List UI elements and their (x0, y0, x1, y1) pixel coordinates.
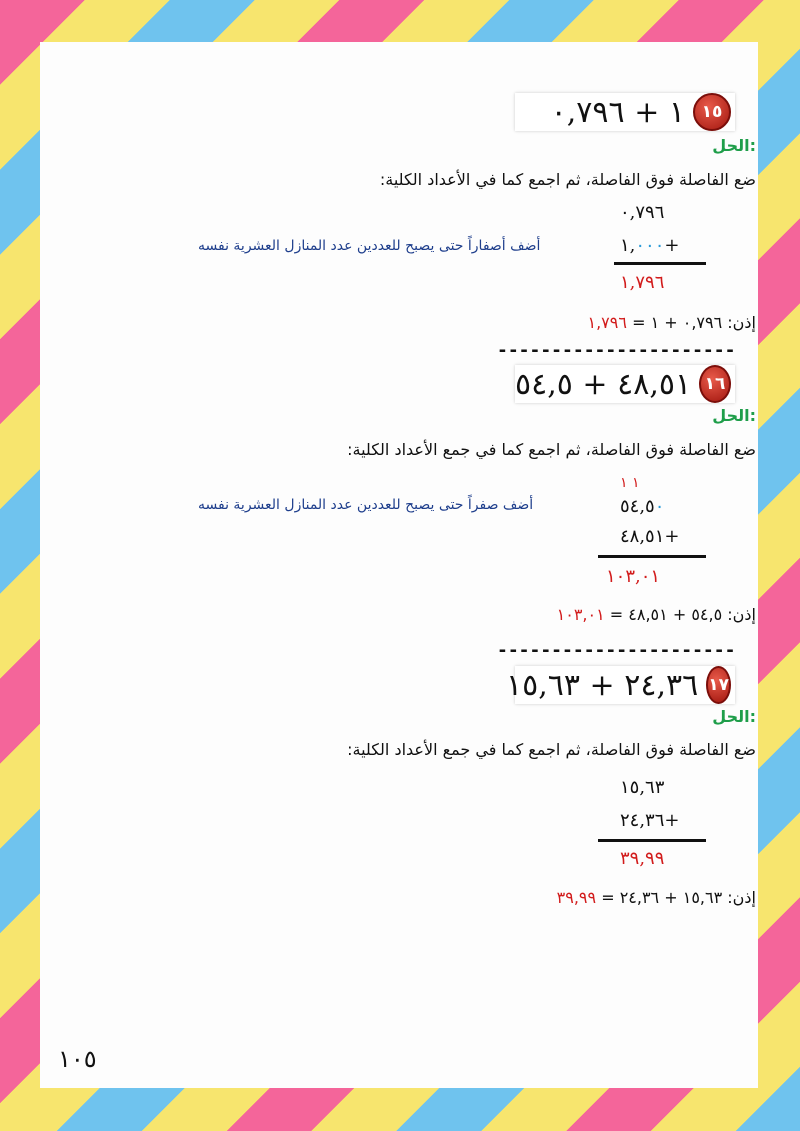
addend-row-1: ٥٤,٥٠ (620, 496, 665, 517)
problem-15-number-badge: ١٥ (693, 93, 731, 131)
problem-16-number-badge: ١٦ (699, 365, 731, 403)
sum-line (598, 839, 706, 842)
problem-17-number-badge: ١٧ (706, 666, 731, 704)
instruction-text: ضع الفاصلة فوق الفاصلة، ثم اجمع كما في جمع الأعداد الكلية: (347, 440, 756, 459)
answer-line: إذن: ٥٤,٥ + ٤٨,٥١ = ١٠٣,٠١ (556, 605, 756, 624)
problem-15-header (515, 93, 735, 131)
answer-line: إذن: ١٥,٦٣ + ٢٤,٣٦ = ٣٩,٩٩ (556, 888, 756, 907)
added-zeros: ٠٠٠ (635, 235, 665, 256)
added-zero: ٠ (654, 496, 665, 517)
problem-16-expression: ٤٨,٥١ + ٥٤,٥ (515, 366, 692, 402)
answer-value: ١٠٣,٠١ (556, 605, 605, 624)
sum-line (598, 555, 706, 558)
problem-17-expression: ٢٤,٣٦ + ١٥,٦٣ (506, 667, 699, 703)
problem-17-header (506, 666, 735, 704)
addend-row-2: ٤٨,٥١+ (620, 526, 680, 547)
instruction-text: ضع الفاصلة فوق الفاصلة، ثم اجمع كما في جمع الأعداد الكلية: (347, 740, 756, 759)
sum-result: ٣٩,٩٩ (620, 848, 665, 869)
page-number: ١٠٥ (58, 1045, 97, 1073)
answer-value: ٣٩,٩٩ (556, 888, 597, 907)
note-text: أضف صفراً حتى يصبح للعددين عدد المنازل العشرية نفسه (198, 497, 534, 513)
solution-label: الحل: (712, 136, 756, 155)
separator-line: ---------------------- (497, 340, 736, 361)
sum-result: ١,٧٩٦ (620, 272, 665, 293)
note-text: أضف أصفاراً حتى يصبح للعددين عدد المنازل العشرية نفسه (198, 238, 541, 254)
solution-label: الحل: (712, 406, 756, 425)
answer-value: ١,٧٩٦ (587, 313, 627, 332)
solution-label: الحل: (712, 707, 756, 726)
page-sheet (40, 42, 758, 1088)
separator-line: ---------------------- (497, 640, 736, 661)
problem-15-expression: ١ + ٠,٧٩٦ (550, 94, 685, 130)
carry-digits: ١ ١ (620, 475, 640, 491)
addend-row-2: ١,٠٠٠+ (620, 235, 680, 256)
addend-row-2: ٢٤,٣٦+ (620, 810, 680, 831)
addend-row-1: ١٥,٦٣ (620, 777, 665, 798)
problem-16-header (515, 365, 735, 403)
sum-result: ١٠٣,٠١ (606, 566, 661, 587)
addend-row-1: ٠,٧٩٦ (620, 202, 665, 223)
instruction-text: ضع الفاصلة فوق الفاصلة، ثم اجمع كما في الأعداد الكلية: (379, 170, 756, 189)
answer-line: إذن: ٠,٧٩٦ + ١ = ١,٧٩٦ (587, 313, 756, 332)
sum-line (614, 262, 706, 265)
